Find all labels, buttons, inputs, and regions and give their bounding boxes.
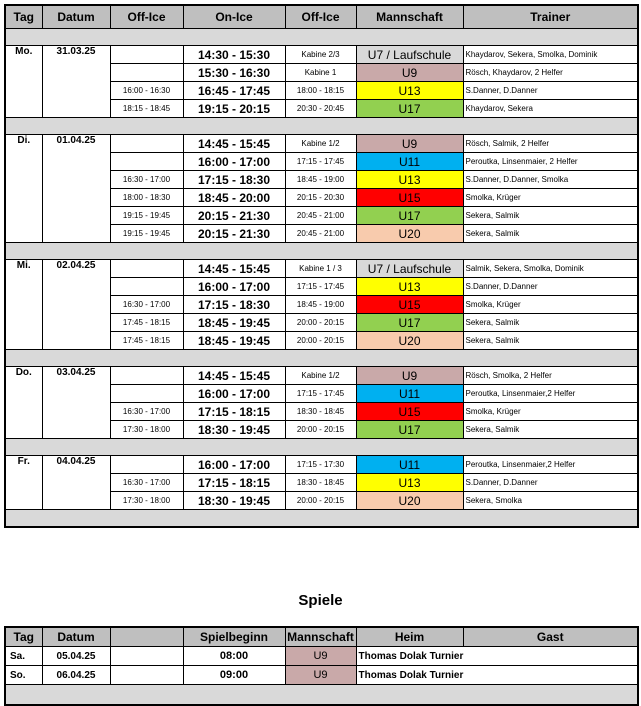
off-ice-after: Kabine 1 (285, 64, 356, 82)
separator-cell (5, 439, 638, 456)
on-ice-time: 16:00 - 17:00 (183, 278, 285, 296)
day-separator-row (5, 510, 638, 528)
col-header-mannschaft: Mannschaft (356, 5, 463, 29)
footer-cell (5, 685, 638, 706)
game-empty-cell (110, 666, 183, 685)
day-date: 03.04.25 (42, 367, 110, 439)
games-col-header-mannschaft: Mannschaft (285, 627, 356, 647)
off-ice-before: 17:45 - 18:15 (110, 314, 183, 332)
day-separator-row (5, 350, 638, 367)
separator-cell (5, 118, 638, 135)
off-ice-after: 20:15 - 20:30 (285, 189, 356, 207)
off-ice-before: 17:30 - 18:00 (110, 492, 183, 510)
col-header-trainer: Trainer (463, 5, 638, 29)
off-ice-before: 18:00 - 18:30 (110, 189, 183, 207)
separator-cell (5, 510, 638, 528)
day-separator-row (5, 243, 638, 260)
games-body (5, 647, 638, 706)
game-tag: So. (5, 666, 42, 685)
training-schedule-table (4, 4, 639, 528)
off-ice-after: 17:15 - 17:30 (285, 456, 356, 474)
trainer-cell: Peroutka, Linsenmaier, 2 Helfer (463, 153, 638, 171)
on-ice-time: 14:30 - 15:30 (183, 46, 285, 64)
trainer-cell: Smolka, Krüger (463, 296, 638, 314)
off-ice-after: Kabine 1/2 (285, 367, 356, 385)
off-ice-after: 17:15 - 17:45 (285, 385, 356, 403)
trainer-cell: Sekera, Salmik (463, 314, 638, 332)
separator-cell (5, 29, 638, 46)
off-ice-before: 18:15 - 18:45 (110, 100, 183, 118)
off-ice-before (110, 153, 183, 171)
off-ice-after: 17:15 - 17:45 (285, 153, 356, 171)
off-ice-before: 19:15 - 19:45 (110, 225, 183, 243)
off-ice-before (110, 260, 183, 278)
schedule-row (5, 135, 638, 153)
off-ice-after: 20:00 - 20:15 (285, 492, 356, 510)
game-date: 06.04.25 (42, 666, 110, 685)
trainer-cell: Peroutka, Linsenmaier,2 Helfer (463, 385, 638, 403)
off-ice-after: 20:00 - 20:15 (285, 314, 356, 332)
game-date: 05.04.25 (42, 647, 110, 666)
schedule-row (5, 367, 638, 385)
day-date: 31.03.25 (42, 46, 110, 118)
on-ice-time: 20:15 - 21:30 (183, 225, 285, 243)
on-ice-time: 16:45 - 17:45 (183, 82, 285, 100)
game-team: U9 (285, 647, 356, 666)
off-ice-before (110, 385, 183, 403)
off-ice-before: 17:30 - 18:00 (110, 421, 183, 439)
on-ice-time: 18:45 - 19:45 (183, 332, 285, 350)
separator-cell (5, 243, 638, 260)
col-header-off-ice-after: Off-Ice (285, 5, 356, 29)
off-ice-after: 20:45 - 21:00 (285, 225, 356, 243)
trainer-cell: Sekera, Salmik (463, 332, 638, 350)
team-cell: U7 / Laufschule (356, 260, 463, 278)
day-separator-row (5, 439, 638, 456)
off-ice-after: 17:15 - 17:45 (285, 278, 356, 296)
games-header-row (5, 627, 638, 647)
off-ice-before: 16:30 - 17:00 (110, 403, 183, 421)
trainer-cell: Sekera, Salmik (463, 207, 638, 225)
trainer-cell: Rösch, Khaydarov, 2 Helfer (463, 64, 638, 82)
game-tag: Sa. (5, 647, 42, 666)
off-ice-before (110, 367, 183, 385)
off-ice-after: 20:00 - 20:15 (285, 332, 356, 350)
team-cell: U9 (356, 135, 463, 153)
trainer-cell: Sekera, Salmik (463, 421, 638, 439)
schedule-row (5, 456, 638, 474)
games-col-header-empty (110, 627, 183, 647)
team-cell: U11 (356, 153, 463, 171)
team-cell: U13 (356, 278, 463, 296)
game-start-time: 09:00 (183, 666, 285, 685)
on-ice-time: 18:45 - 19:45 (183, 314, 285, 332)
game-row (5, 666, 638, 685)
team-cell: U13 (356, 171, 463, 189)
game-start-time: 08:00 (183, 647, 285, 666)
trainer-cell: Sekera, Smolka (463, 492, 638, 510)
games-col-header-spielbeginn: Spielbeginn (183, 627, 285, 647)
trainer-cell: S.Danner, D.Danner (463, 82, 638, 100)
team-cell: U11 (356, 456, 463, 474)
on-ice-time: 20:15 - 21:30 (183, 207, 285, 225)
off-ice-after: 18:00 - 18:15 (285, 82, 356, 100)
trainer-cell: Smolka, Krüger (463, 403, 638, 421)
team-cell: U20 (356, 225, 463, 243)
trainer-cell: S.Danner, D.Danner, Smolka (463, 171, 638, 189)
game-gast: Thomas Dolak Turnier (356, 666, 638, 685)
off-ice-after: 20:45 - 21:00 (285, 207, 356, 225)
team-cell: U17 (356, 207, 463, 225)
off-ice-after: 18:45 - 19:00 (285, 171, 356, 189)
team-cell: U17 (356, 421, 463, 439)
col-header-datum: Datum (42, 5, 110, 29)
on-ice-time: 14:45 - 15:45 (183, 260, 285, 278)
off-ice-after: Kabine 1/2 (285, 135, 356, 153)
team-cell: U9 (356, 367, 463, 385)
trainer-cell: Rösch, Smolka, 2 Helfer (463, 367, 638, 385)
team-cell: U15 (356, 296, 463, 314)
schedule-row (5, 46, 638, 64)
off-ice-after: 20:00 - 20:15 (285, 421, 356, 439)
day-tag: Fr. (5, 456, 42, 510)
off-ice-before: 16:30 - 17:00 (110, 474, 183, 492)
game-team: U9 (285, 666, 356, 685)
day-separator-row (5, 118, 638, 135)
game-empty-cell (110, 647, 183, 666)
team-cell: U15 (356, 403, 463, 421)
on-ice-time: 17:15 - 18:30 (183, 296, 285, 314)
games-col-header-heim: Heim (356, 627, 463, 647)
on-ice-time: 18:45 - 20:00 (183, 189, 285, 207)
game-row (5, 647, 638, 666)
off-ice-after: 18:30 - 18:45 (285, 403, 356, 421)
off-ice-before: 16:00 - 16:30 (110, 82, 183, 100)
team-cell: U11 (356, 385, 463, 403)
off-ice-after: 18:45 - 19:00 (285, 296, 356, 314)
on-ice-time: 16:00 - 17:00 (183, 385, 285, 403)
trainer-cell: Salmik, Sekera, Smolka, Dominik (463, 260, 638, 278)
trainer-cell: Peroutka, Linsenmaier,2 Helfer (463, 456, 638, 474)
day-date: 02.04.25 (42, 260, 110, 350)
games-col-header-datum: Datum (42, 627, 110, 647)
games-table (4, 626, 639, 706)
game-gast: Thomas Dolak Turnier (356, 647, 638, 666)
on-ice-time: 18:30 - 19:45 (183, 421, 285, 439)
schedule-header-row (5, 5, 638, 29)
games-section-title: Spiele (298, 592, 343, 609)
games-col-header-tag: Tag (5, 627, 42, 647)
schedule-body (5, 29, 638, 528)
off-ice-before: 19:15 - 19:45 (110, 207, 183, 225)
team-cell: U7 / Laufschule (356, 46, 463, 64)
day-date: 04.04.25 (42, 456, 110, 510)
on-ice-time: 15:30 - 16:30 (183, 64, 285, 82)
day-separator-row (5, 29, 638, 46)
trainer-cell: Smolka, Krüger (463, 189, 638, 207)
on-ice-time: 17:15 - 18:15 (183, 474, 285, 492)
day-tag: Di. (5, 135, 42, 243)
on-ice-time: 17:15 - 18:30 (183, 171, 285, 189)
trainer-cell: S.Danner, D.Danner (463, 474, 638, 492)
day-tag: Do. (5, 367, 42, 439)
trainer-cell: S.Danner, D.Danner (463, 278, 638, 296)
day-tag: Mi. (5, 260, 42, 350)
games-col-header-gast: Gast (463, 627, 638, 647)
off-ice-before: 16:30 - 17:00 (110, 171, 183, 189)
schedule-row (5, 260, 638, 278)
games-footer-row (5, 685, 638, 706)
off-ice-before: 17:45 - 18:15 (110, 332, 183, 350)
on-ice-time: 19:15 - 20:15 (183, 100, 285, 118)
off-ice-before (110, 135, 183, 153)
trainer-cell: Khaydarov, Sekera, Smolka, Dominik (463, 46, 638, 64)
trainer-cell: Khaydarov, Sekera (463, 100, 638, 118)
off-ice-after: 20:30 - 20:45 (285, 100, 356, 118)
team-cell: U9 (356, 64, 463, 82)
on-ice-time: 14:45 - 15:45 (183, 135, 285, 153)
team-cell: U13 (356, 474, 463, 492)
off-ice-before (110, 46, 183, 64)
off-ice-before: 16:30 - 17:00 (110, 296, 183, 314)
off-ice-after: 18:30 - 18:45 (285, 474, 356, 492)
trainer-cell: Sekera, Salmik (463, 225, 638, 243)
on-ice-time: 17:15 - 18:15 (183, 403, 285, 421)
col-header-off-ice-before: Off-Ice (110, 5, 183, 29)
team-cell: U17 (356, 314, 463, 332)
trainer-cell: Rösch, Salmik, 2 Helfer (463, 135, 638, 153)
on-ice-time: 16:00 - 17:00 (183, 153, 285, 171)
team-cell: U20 (356, 332, 463, 350)
off-ice-before (110, 64, 183, 82)
team-cell: U20 (356, 492, 463, 510)
off-ice-before (110, 456, 183, 474)
team-cell: U13 (356, 82, 463, 100)
off-ice-before (110, 278, 183, 296)
day-date: 01.04.25 (42, 135, 110, 243)
on-ice-time: 16:00 - 17:00 (183, 456, 285, 474)
col-header-on-ice: On-Ice (183, 5, 285, 29)
on-ice-time: 18:30 - 19:45 (183, 492, 285, 510)
on-ice-time: 14:45 - 15:45 (183, 367, 285, 385)
off-ice-after: Kabine 2/3 (285, 46, 356, 64)
day-tag: Mo. (5, 46, 42, 118)
team-cell: U15 (356, 189, 463, 207)
team-cell: U17 (356, 100, 463, 118)
col-header-tag: Tag (5, 5, 42, 29)
off-ice-after: Kabine 1 / 3 (285, 260, 356, 278)
separator-cell (5, 350, 638, 367)
